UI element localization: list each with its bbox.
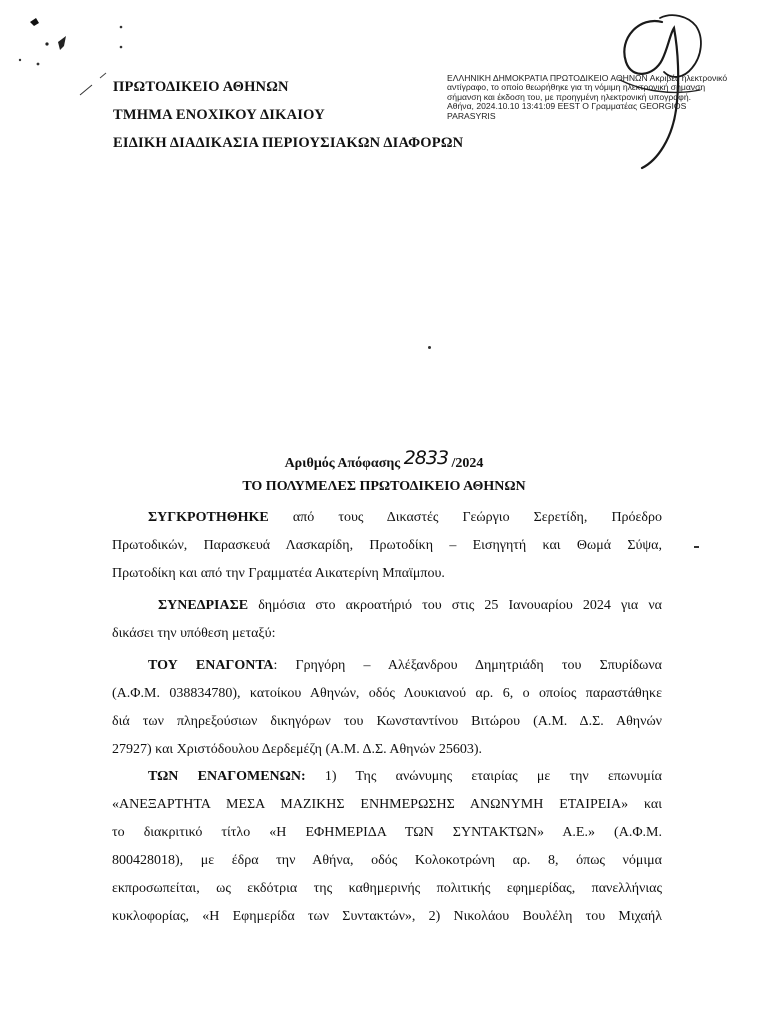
- plaintiff-line-1: : Γρηγόρη – Αλέξανδρου Δημητριάδη του Σπυρίδωνα: [273, 658, 662, 673]
- decision-label: Αριθμός Απόφασης: [284, 456, 401, 471]
- defendants-line-6: κυκλοφορίας, «Η Εφημερίδα των Συντακτών», 2) Νικολάου Βουλέλη του Μιχαήλ: [112, 909, 662, 924]
- plaintiff-line-4: 27927) και Χριστόδουλου Δερδεμέζη (Α.Μ. Δ.Σ. Αθηνών 25603).: [112, 742, 483, 757]
- plaintiff-paragraph: [112, 652, 662, 764]
- stamp-line-3: σήμανση και έκδοση του, με προηγμένη ηλεκτρονική υπογραφή.: [447, 92, 692, 102]
- defendants-line-2: «ΑΝΕΞΑΡΤΗΤΑ ΜΕΣΑ ΜΑΖΙΚΗΣ ΕΝΗΜΕΡΩΣΗΣ ΑΝΩΝΥΜΗ ΕΤΑΙΡΕΙΑ» και: [112, 797, 662, 812]
- composition-lead: ΣΥΓΚΡΟΤΗΘΗΚΕ: [148, 510, 269, 525]
- decision-year: /2024: [451, 456, 484, 471]
- scan-dot: [428, 346, 431, 349]
- defendants-line-4: 800428018), με έδρα την Αθήνα, οδός Κολοκοτρώνη αρ. 8, όπως νόμιμα: [112, 853, 662, 868]
- plaintiff-line-3: διά των πληρεξούσιων δικηγόρων του Κωνσταντίνου Βιτώρου (Α.Μ. Δ.Σ. Αθηνών: [112, 714, 662, 729]
- defendants-line-5: εκπροσωπείται, ως εκδότρια της καθημερινής πολιτικής εφημερίδας, πανελλήνιας: [112, 881, 662, 896]
- stamp-line-5: PARASYRIS: [447, 111, 496, 121]
- composition-line-2: Πρωτοδικών, Παρασκευά Λασκαρίδη, Πρωτοδίκη – Εισηγητή και Θωμά Σύψα,: [112, 538, 662, 553]
- department-name: ΤΜΗΜΑ ΕΝΟΧΙΚΟΥ ΔΙΚΑΙΟΥ: [113, 107, 325, 123]
- composition-line-3: Πρωτοδίκη και από την Γραμματέα Αικατερίνη Μπαϊμπου.: [112, 566, 445, 581]
- signature-mark: [600, 10, 720, 175]
- composition-paragraph: [112, 504, 662, 588]
- decision-number-line: [0, 447, 768, 472]
- stamp-line-1: ΕΛΛΗΝΙΚΗ ΔΗΜΟΚΡΑΤΙΑ ΠΡΩΤΟΔΙΚΕΙΟ ΑΘΗΝΩΝ Ακριβές ηλεκτρονικό: [447, 74, 728, 83]
- defendants-line-3: το διακριτικό τίτλο «Η ΕΦΗΜΕΡΙΔΑ ΤΩΝ ΣΥΝΤΑΚΤΩΝ» Α.Ε.» (Α.Φ.Μ.: [112, 825, 662, 840]
- plaintiff-line-2: (Α.Φ.Μ. 038834780), κατοίκου Αθηνών, οδός Λουκιανού αρ. 6, ο οποίος παραστάθηκε: [112, 686, 662, 701]
- composition-line-1: από τους Δικαστές Γεώργιο Σερετίδη, Πρόεδρο: [292, 510, 663, 525]
- procedure-name: ΕΙΔΙΚΗ ΔΙΑΔΙΚΑΣΙΑ ΠΕΡΙΟΥΣΙΑΚΩΝ ΔΙΑΦΟΡΩΝ: [113, 135, 464, 151]
- scan-tick: [694, 546, 699, 548]
- stamp-line-2: αντίγραφο, το οποίο θεωρήθηκε για τη νόμιμη ηλεκτρονική σήμανση: [447, 83, 706, 93]
- session-line-1: δημόσια στο ακροατήριό του στις 25 Ιανουαρίου 2024 για να: [258, 598, 663, 613]
- defendants-paragraph: [112, 763, 662, 931]
- court-title: ΤΟ ΠΟΛΥΜΕΛΕΣ ΠΡΩΤΟΔΙΚΕΙΟ ΑΘΗΝΩΝ: [242, 479, 526, 494]
- stamp-line-4: Αθήνα, 2024.10.10 13:41:09 EEST Ο Γραμματέας GEORGIOS: [447, 102, 687, 112]
- plaintiff-lead: ΤΟΥ ΕΝΑΓΟΝΤΑ: [148, 658, 274, 673]
- session-lead: ΣΥΝΕΔΡΙΑΣΕ: [158, 598, 249, 613]
- defendants-line-1: 1) Της ανώνυμης εταιρίας με την επωνυμία: [324, 769, 662, 784]
- decision-number: 2833: [403, 447, 449, 469]
- defendants-lead: ΤΩΝ ΕΝΑΓΟΜΕΝΩΝ:: [148, 769, 306, 784]
- session-line-2: δικάσει την υπόθεση μεταξύ:: [112, 626, 276, 641]
- court-name: ΠΡΩΤΟΔΙΚΕΙΟ ΑΘΗΝΩΝ: [113, 79, 289, 95]
- session-paragraph: [112, 592, 662, 648]
